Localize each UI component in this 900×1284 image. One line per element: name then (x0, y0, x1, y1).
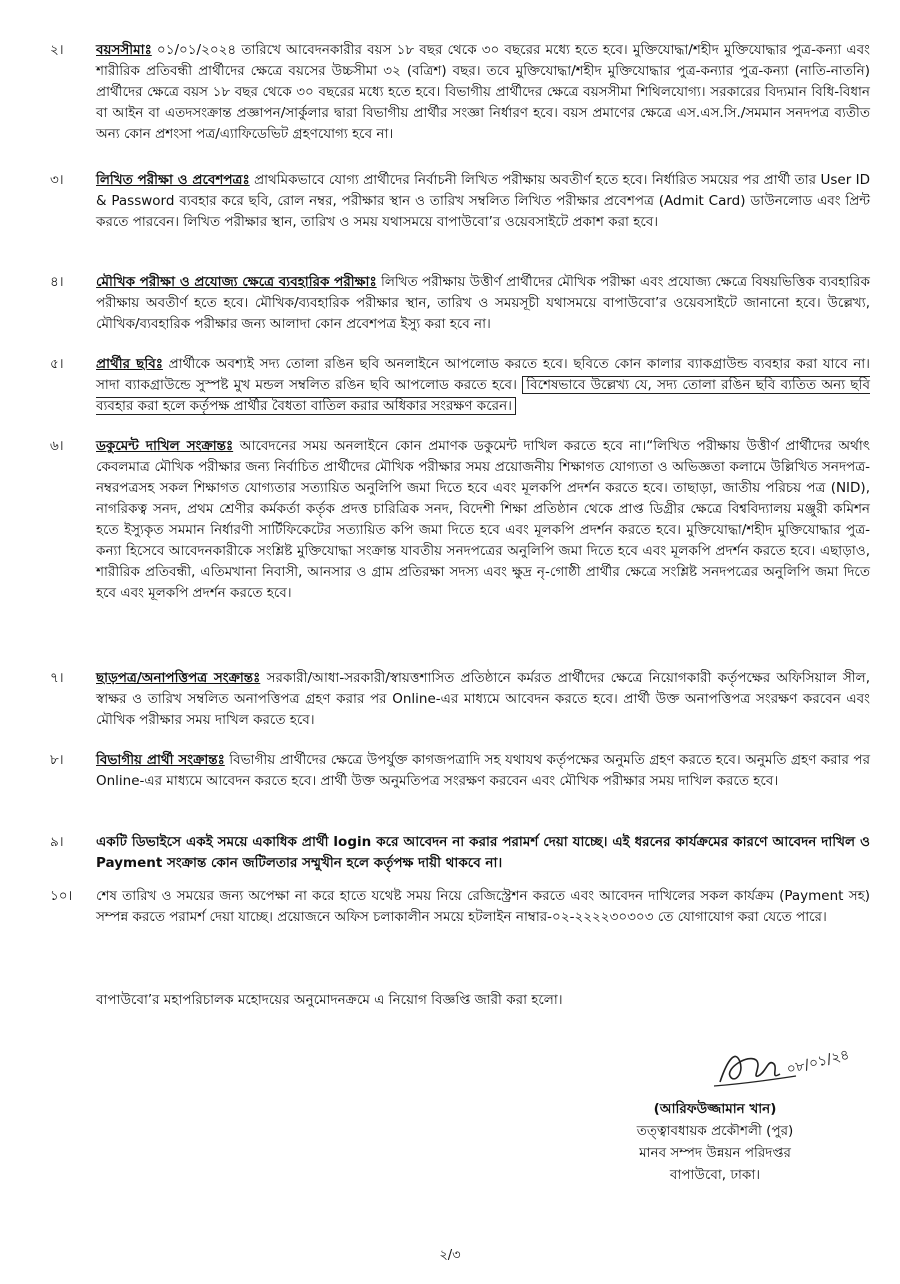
item-body: আবেদনের সময় অনলাইনে কোন প্রমাণক ডকুমেন্ট দাখিল করতে হবে না।“লিখিত পরীক্ষায় উত্তীর্ণ প্রার্থীদের অর্থাৎ কেবলমাত্র মৌখিক পরীক্ষার জন্য নির্বাচিত প্রার্থীদের মৌখিক পরীক্ষার সময় প্রয়োজনীয় শিক্ষাগত যোগ্যতা ও অভিজ্ঞতা কলামে উল্লিখিত সনদপত্র-নম্বরপত্রসহ সকল শিক্ষাগত যোগ্যতার সত্যায়িত অনুলিপি জমা দিতে হবে এবং মূলকপি প্রদর্শন করতে হবে। তাছাড়া, জাতীয় পরিচয় পত্র (NID), নাগরিকত্ব সনদ, প্রথম শ্রেণীর কর্মকর্তা কর্তৃক প্রদত্ত চারিত্রিক সনদ, বিদেশী শিক্ষা প্রতিষ্ঠান থেকে প্রাপ্ত ডিগ্রীর ক্ষেত্রে বিশ্ববিদ্যালয় মঞ্জুরী কমিশন হতে ইস্যুকৃত সমমান নির্ধারণী সার্টিফিকেটের সত্যায়িত কপি জমা দিতে হবে এবং মূলকপি প্রদর্শন করতে হবে। মুক্তিযোদ্ধা/শহীদ মুক্তিযোদ্ধার পুত্র-কন্যা হিসেবে আবেদনকারীকে সংশ্লিষ্ট মুক্তিযোদ্ধা সংক্রান্ত যাবতীয় সনদপত্রের অনুলিপি জমা দিতে হবে এবং মূলকপি প্রদর্শন করতে হবে। এছাড়াও, শারীরিক প্রতিবন্ধী, এতিমখানা নিবাসী, আনসার ও গ্রাম প্রতিরক্ষা সদস্য এবং ক্ষুদ্র নৃ-গোষ্ঠী প্রার্থীর ক্ষেত্রে সংশ্লিষ্ট সনদপত্রের অনুলিপি জমা দিতে হবে এবং মূলকপি প্রদর্শন করতে হবে। (96, 438, 870, 601)
item-body: সরকারী/আধা-সরকারী/স্বায়ত্তশাসিত প্রতিষ্ঠানে কর্মরত প্রার্থীদের ক্ষেত্রে নিয়োগকারী কর্তৃপক্ষের অফিসিয়াল সীল, স্বাক্ষর ও তারিখ সম্বলিত অনাপত্তিপত্র গ্রহণ করার পর Online-এর মাধ্যমে আবেদন করতে হবে। প্রার্থী উক্ত অনাপত্তিপত্র সংরক্ষণ করবেন এবং মৌখিক পরীক্ষার সময় দাখিল করতে হবে। (96, 670, 870, 728)
boxed-warning: বিশেষভাবে উল্লেখ্য যে, সদ্য তোলা রঙিন ছবি ব্যতিত অন্য ছবি ব্যবহার করা হলে কর্তৃপক্ষ প্রার্থীর বৈধতা বাতিল করার অধিকার সংরক্ষণ করেন। (96, 377, 870, 414)
section-device-warning (40, 832, 870, 874)
item-text (96, 170, 870, 233)
section-clearance (40, 668, 870, 731)
signatory-name: (আরিফউজ্জামান খান) (653, 1101, 777, 1117)
item-number: ২। (50, 42, 64, 58)
item-number: ৪। (50, 274, 64, 290)
item-text: শেষ তারিখ ও সময়ের জন্য অপেক্ষা না করে হাতে যথেষ্ট সময় নিয়ে রেজিস্ট্রেশন করতে এবং আবেদন দাখিলের সকল কার্যক্রম (Payment সহ) সম্পন্ন করতে পরামর্শ দেয়া যাচ্ছে। প্রয়োজনে অফিস চলাকালীন সময়ে হটলাইন নাম্বার-০২-২২২২৩০৩০৩ তে যোগাযোগ করা যেতে পারে। (96, 888, 870, 925)
item-number: ৩। (50, 172, 64, 188)
signature-block (600, 1098, 830, 1186)
page-number: ২/৩ (439, 1248, 461, 1263)
item-text: একটি ডিভাইসে একই সময়ে একাধিক প্রার্থী login করে আবেদন না করার পরামর্শ দেয়া যাচ্ছে। এই ধরনের কার্যক্রমের কারণে আবেদন দাখিল ও Payment সংক্রান্ত কোন জটিলতার সম্মুখীন হলে কর্তৃপক্ষ দায়ী থাকবে না। (96, 834, 870, 871)
section-candidate-photo (40, 354, 870, 417)
item-number: ৭। (50, 670, 64, 686)
section-departmental-candidate (40, 750, 870, 792)
item-body: লিখিত পরীক্ষায় উত্তীর্ণ প্রার্থীদের মৌখিক পরীক্ষা এবং প্রযোজ্য ক্ষেত্রে বিষয়ভিত্তিক ব্যবহারিক পরীক্ষায় অবতীর্ণ হতে হবে। মৌখিক/ব্যবহারিক পরীক্ষার স্থান, তারিখ ও সময়সূচী যথাসময়ে বাপাউবো’র ওয়েবসাইটে জানানো হবে। উল্লেখ্য, মৌখিক/ব্যবহারিক পরীক্ষার জন্য আলাদা কোন প্রবেশপত্র ইস্যু করা হবে না। (96, 274, 870, 332)
item-number: ৬। (50, 438, 64, 454)
item-text (96, 40, 870, 145)
item-heading: প্রার্থীর ছবিঃ (96, 356, 163, 372)
item-text (96, 750, 870, 792)
item-text (96, 436, 870, 604)
signatory-place: বাপাউবো, ঢাকা। (669, 1167, 761, 1183)
signatory-designation: তত্ত্বাবধায়ক প্রকৌশলী (পুর) (636, 1123, 794, 1139)
item-heading: লিখিত পরীক্ষা ও প্রবেশপত্রঃ (96, 172, 250, 188)
item-number: ৫। (50, 356, 64, 372)
item-heading: ছাড়পত্র/অনাপত্তিপত্র সংক্রান্তঃ (96, 670, 261, 686)
section-age-limit (40, 40, 870, 145)
item-text (96, 272, 870, 335)
item-number: ১০। (50, 888, 73, 904)
item-heading: বিভাগীয় প্রার্থী সংক্রান্তঃ (96, 752, 225, 768)
item-heading: মৌখিক পরীক্ষা ও প্রযোজ্য ক্ষেত্রে ব্যবহারিক পরীক্ষাঃ (96, 274, 377, 290)
item-heading: ডকুমেন্ট দাখিল সংক্রান্তঃ (96, 438, 234, 454)
item-body: বিভাগীয় প্রার্থীদের ক্ষেত্রে উপর্যুক্ত কাগজপত্রাদি সহ যথাযথ কর্তৃপক্ষের অনুমতি গ্রহণ করতে হবে। অনুমতি গ্রহণ করার পর Online-এর মাধ্যমে আবেদন করতে হবে। প্রার্থী উক্ত অনুমতিপত্র সংরক্ষণ করবেন এবং মৌখিক পরীক্ষার সময় দাখিল করতে হবে। (96, 752, 870, 789)
item-body: প্রাথমিকভাবে যোগ্য প্রার্থীদের নির্বাচনী লিখিত পরীক্ষায় অবতীর্ণ হতে হবে। নির্ধারিত সময়ের পর প্রার্থী তার User ID & Password ব্যবহার করে ছবি, রোল নম্বর, পরীক্ষার স্থান ও তারিখ সম্বলিত লিখিত পরীক্ষার প্রবেশপত্র (Admit Card) ডাউনলোড এবং প্রিন্ট করতে পারবেন। লিখিত পরীক্ষার স্থান, তারিখ ও সময় যথাসময়ে বাপাউবো’র ওয়েবসাইটে প্রকাশ করা হবে। (96, 172, 871, 230)
handwritten-signature (700, 1040, 860, 1100)
item-heading: বয়সসীমাঃ (96, 42, 152, 58)
item-number: ৯। (50, 834, 64, 850)
section-document-submission (40, 436, 870, 604)
signatory-office: মানব সম্পদ উন্নয়ন পরিদপ্তর (639, 1145, 791, 1161)
section-written-exam (40, 170, 870, 233)
item-text (96, 668, 870, 731)
closing-statement: বাপাউবো’র মহাপরিচালক মহোদয়ের অনুমোদনক্রমে এ নিয়োগ বিজ্ঞপ্তি জারী করা হলো। (96, 992, 563, 1008)
item-number: ৮। (50, 752, 64, 768)
item-body: ০১/০১/২০২৪ তারিখে আবেদনকারীর বয়স ১৮ বছর থেকে ৩০ বছরের মধ্যে হতে হবে। মুক্তিযোদ্ধা/শহীদ মুক্তিযোদ্ধার পুত্র-কন্যা এবং শারীরিক প্রতিবন্ধী প্রার্থীদের ক্ষেত্রে বয়সের উচ্চসীমা ৩২ (বত্রিশ) বছর। তবে মুক্তিযোদ্ধা/শহীদ মুক্তিযোদ্ধার পুত্র-কন্যার পুত্র-কন্যা (নাতি-নাতনি) প্রার্থীদের ক্ষেত্রে বয়স ১৮ বছর থেকে ৩০ বছরের মধ্যে হতে হবে। বিভাগীয় প্রার্থীদের ক্ষেত্রে বয়সসীমা শিথিলযোগ্য। সরকারের বিদ্যমান বিধি-বিধান বা আইন বা এতদসংক্রান্ত প্রজ্ঞাপন/সার্কুলার দ্বারা বিভাগীয় প্রার্থীর সংজ্ঞা নির্ধারণ হবে। বয়স প্রমাণের ক্ষেত্রে এস.এস.সি./সমমান সনদপত্র ব্যতীত অন্য কোন প্রশংসা পত্র/এ্যাফিডেভিট গ্রহণযোগ্য হবে না। (96, 42, 870, 142)
section-deadline-advice (40, 886, 870, 928)
signature-date: ০৮/০১/২৪ (785, 1046, 852, 1078)
section-viva-exam (40, 272, 870, 335)
item-body: প্রার্থীকে অবশ্যই সদ্য তোলা রঙিন ছবি অনলাইনে আপলোড করতে হবে। ছবিতে কোন কালার ব্যাকগ্রাউন্ড ব্যবহার করা যাবে না। সাদা ব্যাকগ্রাউন্ডে সুস্পষ্ট মুখ মন্ডল সম্বলিত রঙিন ছবি আপলোড করতে হবে। (96, 356, 870, 393)
item-text (96, 354, 870, 417)
